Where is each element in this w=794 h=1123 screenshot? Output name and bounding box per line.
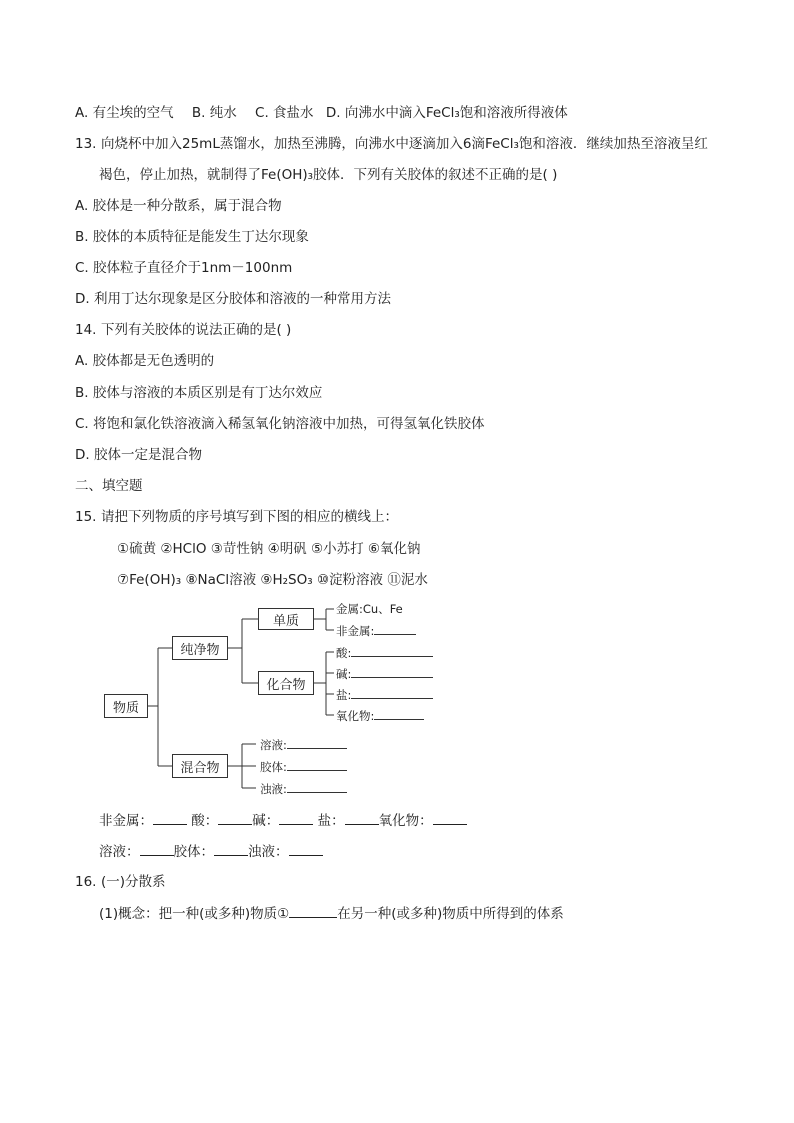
q15-stem (75, 508, 398, 526)
q15-substances-row1: ①硫黄 ②HClO ③苛性钠 ④明矾 ⑤小苏打 ⑥氧化钠 (117, 541, 421, 557)
q15-number: 15. (75, 509, 97, 525)
answer-acid-blank[interactable] (218, 811, 252, 825)
diagram-metal-label: 金属:Cu、Fe (336, 602, 403, 616)
diagram-oxide-label: 氧化物: (336, 709, 375, 723)
q13-stem-line2: 褐色，停止加热，就制得了Fe(OH)₃胶体．下列有关胶体的叙述不正确的是( ) (99, 167, 558, 183)
diagram-acid-blank[interactable] (351, 645, 433, 657)
diagram-turbid-row (260, 781, 347, 796)
diagram-turbid-blank[interactable] (287, 781, 347, 793)
diagram-base-row (336, 666, 433, 681)
q16-concept-blank[interactable] (289, 904, 337, 918)
answer-colloid-label: 胶体： (173, 844, 214, 860)
diagram-turbid-label: 浊液: (260, 782, 287, 796)
diagram-colloid-row (260, 759, 347, 774)
q13-option-c: C. 胶体粒子直径介于1nm－100nm (75, 260, 293, 276)
q12-option-d: D. 向沸水中滴入FeCl₃饱和溶液所得液体 (325, 105, 568, 121)
q16-concept-line (99, 904, 564, 923)
diagram-nonmetal-label: 非金属: (336, 624, 375, 638)
answer-colloid-blank[interactable] (214, 842, 248, 856)
q12-option-c: C. 食盐水 (255, 105, 314, 121)
q13-stem-line1 (75, 135, 708, 153)
q13-stem-text-1: 向烧杯中加入25mL蒸馏水，加热至沸腾，向沸水中逐滴加入6滴FeCl₃饱和溶液．继续加热至溶液呈红 (101, 136, 708, 152)
diagram-acid-row (336, 645, 433, 660)
q16-concept-suffix: 在另一种(或多种)物质中所得到的体系 (337, 906, 564, 922)
q15-substances-row2: ⑦Fe(OH)₃ ⑧NaCl溶液 ⑨H₂SO₃ ⑩淀粉溶液 ⑪泥水 (117, 572, 428, 588)
q14-stem (75, 321, 291, 339)
answer-salt-label: 盐： (317, 813, 345, 829)
answer-turbid-label: 浊液： (248, 844, 289, 860)
q12-options-row (75, 104, 568, 122)
q14-option-c: C. 将饱和氯化铁溶液滴入稀氢氧化钠溶液中加热，可得氢氧化铁胶体 (75, 416, 485, 432)
q14-option-b: B. 胶体与溶液的本质区别是有丁达尔效应 (75, 385, 323, 401)
answer-nonmetal-blank[interactable] (153, 811, 187, 825)
diagram-solution-row (260, 737, 347, 752)
q14-option-d: D. 胶体一定是混合物 (75, 447, 202, 463)
diagram-compound-box: 化合物 (258, 671, 314, 695)
answer-acid-label: 酸： (191, 813, 219, 829)
diagram-oxide-row (336, 708, 424, 723)
q16-title: (一)分散系 (101, 874, 166, 890)
diagram-element-box: 单质 (258, 608, 314, 630)
diagram-nonmetal-row (336, 623, 416, 638)
diagram-mixture-box: 混合物 (172, 754, 228, 778)
diagram-salt-blank[interactable] (351, 687, 433, 699)
diagram-solution-blank[interactable] (287, 737, 347, 749)
answer-oxide-label: 氧化物： (378, 813, 433, 829)
answer-base-label: 碱： (252, 813, 280, 829)
diagram-salt-row (336, 687, 433, 702)
q14-option-a: A. 胶体都是无色透明的 (75, 353, 215, 369)
q13-option-b: B. 胶体的本质特征是能发生丁达尔现象 (75, 229, 309, 245)
q13-option-d: D. 利用丁达尔现象是区分胶体和溶液的一种常用方法 (75, 291, 391, 307)
q16-title-line (75, 873, 166, 891)
q16-concept-prefix: (1)概念：把一种(或多种)物质① (99, 906, 290, 922)
diagram-colloid-label: 胶体: (260, 760, 287, 774)
diagram-root-box: 物质 (104, 694, 148, 718)
q14-number: 14. (75, 322, 97, 338)
diagram-oxide-blank[interactable] (374, 708, 424, 720)
answer-nonmetal-label: 非金属： (99, 813, 153, 829)
q13-number: 13. (75, 136, 97, 152)
section-heading: 二、填空题 (75, 478, 143, 494)
diagram-solution-label: 溶液: (260, 738, 287, 752)
q16-number: 16. (75, 874, 97, 890)
q15-answer-row1 (99, 811, 467, 830)
diagram-salt-label: 盐: (336, 688, 352, 702)
diagram-colloid-blank[interactable] (287, 759, 347, 771)
answer-turbid-blank[interactable] (289, 842, 323, 856)
q13-option-a: A. 胶体是一种分散系，属于混合物 (75, 198, 282, 214)
q14-stem-text: 下列有关胶体的说法正确的是( ) (101, 322, 292, 338)
diagram-acid-label: 酸: (336, 646, 352, 660)
q12-option-a: A. 有尘埃的空气 (75, 105, 174, 121)
diagram-base-blank[interactable] (351, 666, 433, 678)
q15-stem-text: 请把下列物质的序号填写到下图的相应的横线上： (101, 509, 398, 525)
diagram-base-label: 碱: (336, 667, 352, 681)
answer-solution-blank[interactable] (140, 842, 174, 856)
q15-answer-row2 (99, 842, 323, 861)
q12-option-b: B. 纯水 (191, 105, 237, 121)
answer-oxide-blank[interactable] (433, 811, 467, 825)
answer-salt-blank[interactable] (345, 811, 379, 825)
answer-solution-label: 溶液： (99, 844, 140, 860)
diagram-nonmetal-blank[interactable] (374, 623, 416, 635)
answer-base-blank[interactable] (279, 811, 313, 825)
diagram-pure-box: 纯净物 (172, 636, 228, 660)
classification-diagram (100, 598, 450, 798)
